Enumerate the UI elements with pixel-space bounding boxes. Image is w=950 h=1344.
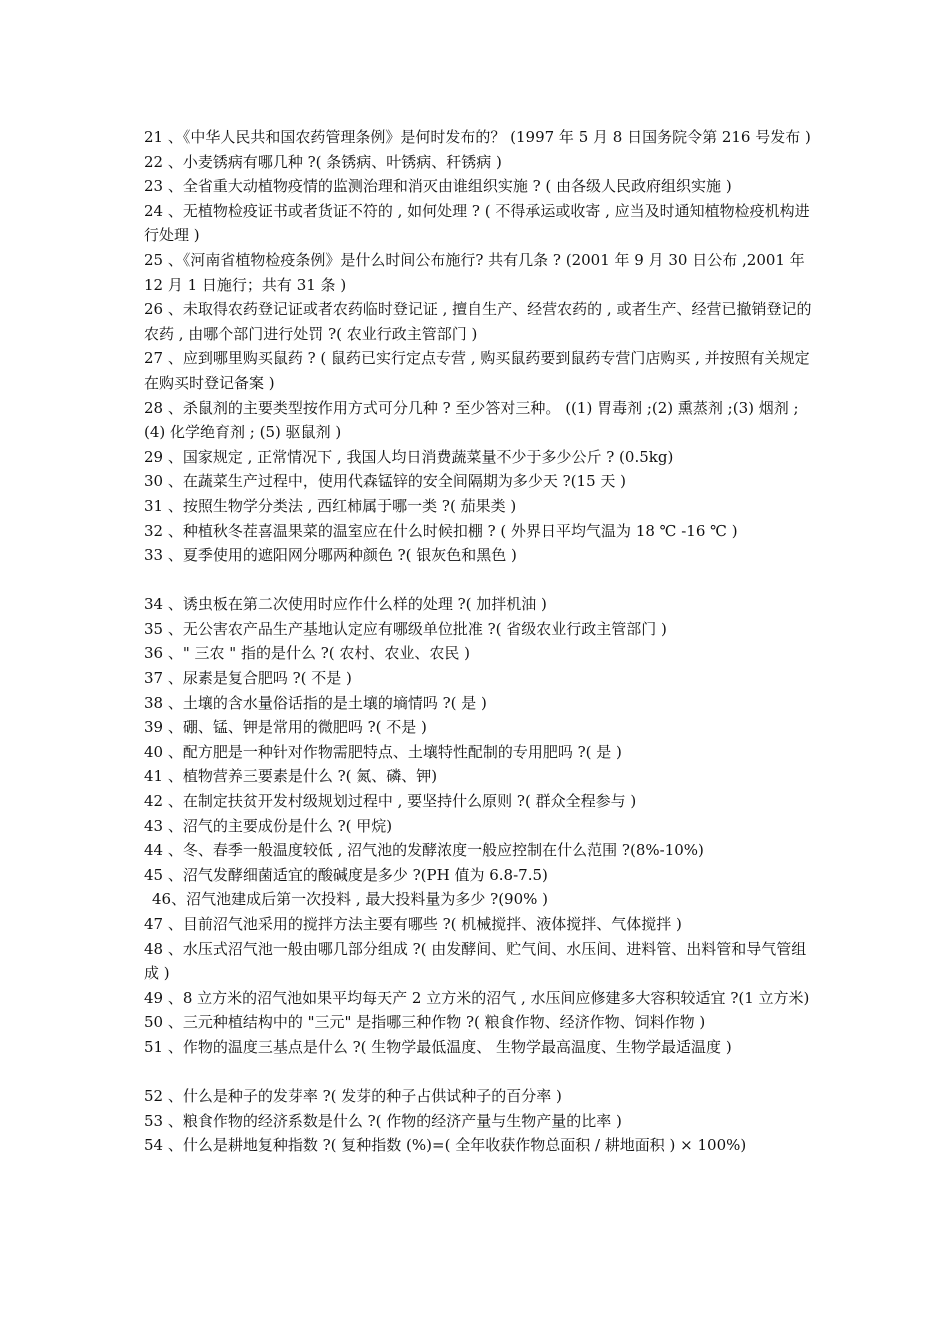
question-item: 41 、植物营养三要素是什么 ?( 氮、磷、钾) bbox=[144, 767, 438, 786]
question-item: 33 、夏季使用的遮阳网分哪两种颜色 ?( 银灰色和黑色 ) bbox=[144, 546, 517, 565]
question-item: 32 、种植秋冬茬喜温果菜的温室应在什么时候扣棚 ? ( 外界日平均气温为 18 ℃ -16 ℃ ) bbox=[144, 521, 738, 540]
blank-line bbox=[144, 1060, 812, 1085]
question-list bbox=[144, 125, 812, 1158]
question-item: 38 、土壤的含水量俗话指的是土壤的墒情吗 ?( 是 ) bbox=[144, 693, 487, 712]
question-item: 31 、按照生物学分类法 , 西红柿属于哪一类 ?( 茄果类 ) bbox=[144, 496, 517, 515]
question-item: 35 、无公害农产品生产基地认定应有哪级单位批准 ?( 省级农业行政主管部门 ) bbox=[144, 619, 667, 638]
question-item: 40 、配方肥是一种针对作物需肥特点、土壤特性配制的专用肥吗 ?( 是 ) bbox=[144, 742, 622, 761]
question-item: 29 、国家规定 , 正常情况下 , 我国人均日消费蔬菜量不少于多少公斤 ? (0.5kg) bbox=[144, 447, 674, 466]
question-item: 27 、应到哪里购买鼠药 ? ( 鼠药已实行定点专营 , 购买鼠药要到鼠药专营门店购买 , 并按照有关规定在购买时登记备案 ) bbox=[144, 349, 810, 392]
question-item: 24 、无植物检疫证书或者货证不符的 , 如何处理 ? ( 不得承运或收寄 , 应当及时通知植物检疫机构进行处理 ) bbox=[144, 201, 810, 245]
question-item: 22 、小麦锈病有哪几种 ?( 条锈病、叶锈病、秆锈病 ) bbox=[144, 152, 502, 171]
question-item: 48 、水压式沼气池一般由哪几部分组成 ?( 由发酵间、贮气间、水压间、进料管、出料管和导气管组成 ) bbox=[144, 939, 807, 983]
question-item: 37 、尿素是复合肥吗 ?( 不是 ) bbox=[144, 669, 352, 688]
question-item: 53 、粮食作物的经济系数是什么 ?( 作物的经济产量与生物产量的比率 ) bbox=[144, 1111, 622, 1130]
question-item: 25 、《河南省植物检疫条例》是什么时间公布施行? 共有几条 ? (2001 年 9 月 30 日公布 ,2001 年 12 月 1 日施行；共有 31 条 ) bbox=[144, 250, 805, 294]
question-item: 54 、什么是耕地复种指数 ?( 复种指数 (%)=( 全年收获作物总面积 / 耕地面积 ) × 100%) bbox=[144, 1136, 747, 1155]
question-item: 36 、" 三农 " 指的是什么 ?( 农村、农业、农民 ) bbox=[144, 644, 471, 663]
question-item: 44 、冬、春季一般温度较低 , 沼气池的发酵浓度一般应控制在什么范围 ?(8%-10%) bbox=[144, 841, 704, 860]
question-item: 50 、三元种植结构中的 "三元" 是指哪三种作物 ?( 粮食作物、经济作物、饲料作物 ) bbox=[144, 1013, 706, 1032]
question-item: 45 、沼气发酵细菌适宜的酸碱度是多少 ?(PH 值为 6.8-7.5) bbox=[144, 865, 548, 884]
question-item: 21 、《中华人民共和国农药管理条例》是何时发布的？ (1997 年 5 月 8 日国务院令第 216 号发布 ) bbox=[144, 128, 811, 146]
question-item: 51 、作物的温度三基点是什么 ?( 生物学最低温度、 生物学最高温度、生物学最适温度 ) bbox=[144, 1037, 732, 1056]
question-item: 43 、沼气的主要成份是什么 ?( 甲烷) bbox=[144, 816, 393, 835]
question-item: 47 、目前沼气池采用的搅拌方法主要有哪些 ?( 机械搅拌、液体搅拌、气体搅拌 ) bbox=[144, 915, 682, 933]
question-item: 46、沼气池建成后第一次投料 , 最大投料量为多少 ?(90% ) bbox=[152, 890, 549, 909]
question-item: 26 、未取得农药登记证或者农药临时登记证 , 擅自生产、经营农药的 , 或者生产、经营已撤销登记的农药 , 由哪个部门进行处罚 ?( 农业行政主管部门 ) bbox=[144, 300, 812, 343]
question-item: 39 、硼、锰、钾是常用的微肥吗 ?( 不是 ) bbox=[144, 718, 427, 737]
question-item: 49 、8 立方米的沼气池如果平均每天产 2 立方米的沼气 , 水压间应修建多大容积较适宜 ?(1 立方米) bbox=[144, 988, 810, 1007]
question-item: 30 、在蔬菜生产过程中，使用代森锰锌的安全间隔期为多少天 ?(15 天 ) bbox=[144, 472, 626, 491]
question-item: 52 、什么是种子的发芽率 ?( 发芽的种子占供试种子的百分率 ) bbox=[144, 1087, 562, 1106]
blank-line bbox=[144, 568, 812, 593]
question-item: 42 、在制定扶贫开发村级规划过程中 , 要坚持什么原则 ?( 群众全程参与 ) bbox=[144, 792, 637, 811]
question-item: 34 、诱虫板在第二次使用时应作什么样的处理 ?( 加拌机油 ) bbox=[144, 595, 547, 614]
question-item: 28 、杀鼠剂的主要类型按作用方式可分几种 ? 至少答对三种。 ((1) 胃毒剂 ;(2) 熏蒸剂 ;(3) 烟剂 ;(4) 化学绝育剂 ; (5) 驱鼠剂 ) bbox=[144, 398, 799, 442]
question-item: 23 、全省重大动植物疫情的监测治理和消灭由谁组织实施 ? ( 由各级人民政府组织实施 ) bbox=[144, 177, 732, 196]
